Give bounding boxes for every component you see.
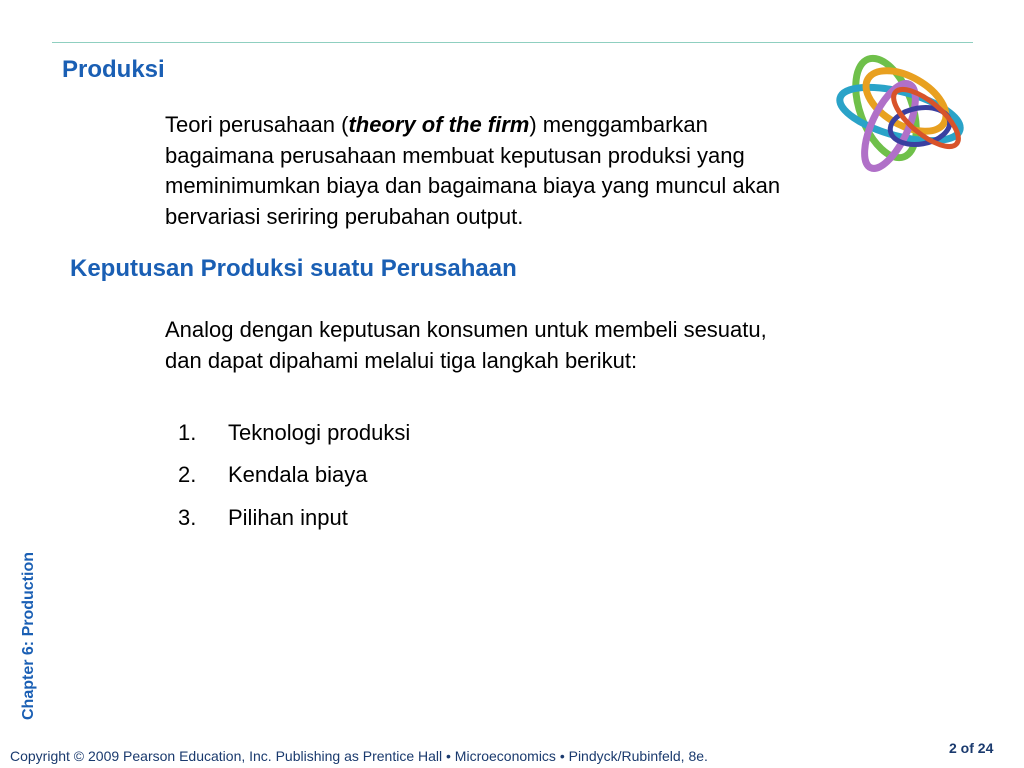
paragraph-analogy: Analog dengan keputusan konsumen untuk membeli sesuatu, dan dapat dipahami melalui tiga langkah berikut: [165,317,767,373]
paragraph1-after: ) menggambarkan bagaimana perusahaan membuat keputusan produksi yang meminimumkan biaya dan bagaimana biaya yang muncul akan bervariasi seriring perubahan output. [165,112,781,229]
list-item-number: 2. [178,462,197,487]
top-divider [52,42,973,43]
paragraph1-before: Teori perusahaan ( [165,112,349,137]
paragraph1-emphasis: theory of the firm [348,112,530,137]
section-subtitle: Keputusan Produksi suatu Perusahaan [70,255,517,282]
list-item-text: Kendala biaya [228,462,368,487]
list-item-text: Pilihan input [228,505,348,530]
slide-title: Produksi [62,56,165,83]
list-item-number: 3. [178,505,197,530]
interlocking-rings-icon [828,46,970,178]
paragraph-theory-of-firm [165,110,805,232]
page-number: 2 of 24 [949,740,994,756]
list-item-number: 1. [178,420,197,445]
chapter-side-label: Chapter 6: Production [20,551,37,720]
list-item-text: Teknologi produksi [228,420,411,445]
footer-copyright: Copyright © 2009 Pearson Education, Inc. Publishing as Prentice Hall • Microeconomics • Pindyck/Rubinfeld, 8e. [10,748,708,764]
